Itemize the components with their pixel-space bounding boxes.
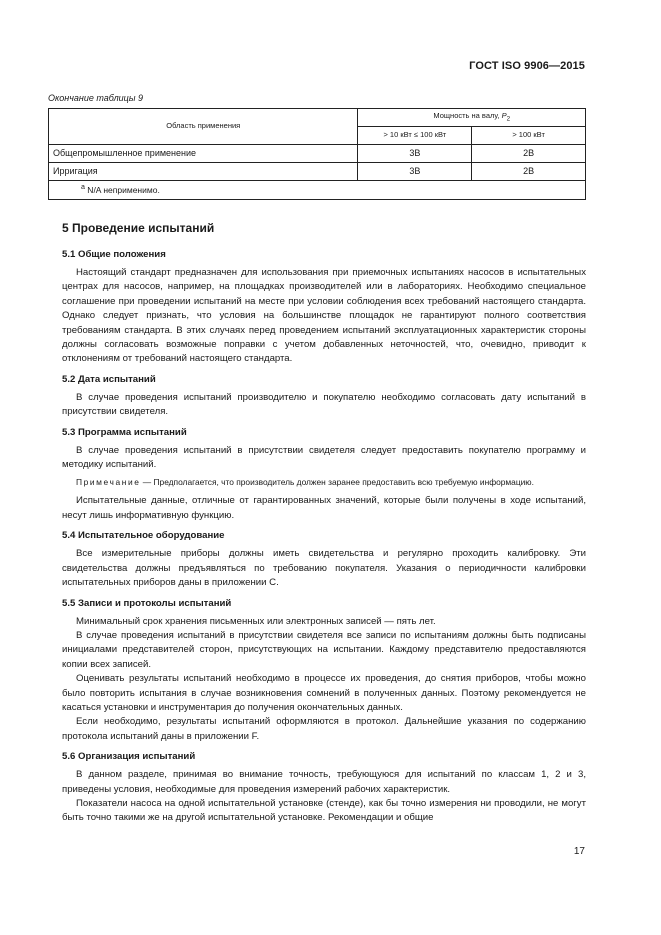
paragraph: Если необходимо, результаты испытаний оформляются в протокол. Дальнейшие указания по содержанию протокола испытаний даны в приложении F.	[62, 716, 586, 742]
table-row	[49, 163, 586, 181]
paragraph: Испытательные данные, отличные от гарантированных значений, которые были получены в ходе испытаний, несут лишь информативную функцию.	[62, 495, 586, 521]
row-area: Общепромышленное применение	[49, 145, 358, 163]
row-low-grade: 3B	[358, 163, 472, 181]
subsection-title: 5.4 Испытательное оборудование	[62, 530, 225, 542]
subsection-title: 5.2 Дата испытаний	[62, 373, 156, 385]
note: Примечание — Предполагается, что производитель должен заранее предоставить всю требуемую информацию.	[76, 477, 534, 488]
subsection-title: 5.3 Программа испытаний	[62, 426, 187, 438]
paragraph: Минимальный срок хранения письменных или электронных записей — пять лет.	[76, 615, 436, 627]
paragraph: В случае проведения испытаний производителю и покупателю необходимо согласовать дату испытаний в присутствии свидетеля.	[62, 391, 586, 418]
paragraph: Оценивать результаты испытаний необходимо в процессе их проведения, до снятия приборов, чтобы можно было повторить испытания в случае возникновения сомнений в полученных данных. Поэтому рекомендуется не касаться установки и инструментария до получения окончательных данных.	[62, 673, 586, 713]
subsection-title: 5.6 Организация испытаний	[62, 751, 196, 763]
row-high-grade: 2B	[472, 145, 586, 163]
paragraph: Все измерительные приборы должны иметь свидетельства и регулярно проходить калибровку. Эти свидетельства должны предъявляться по требованию покупателя. Указания о периодичности калибровки испытательных приборов даны в приложении C.	[62, 548, 586, 589]
row-high-grade: 2B	[472, 163, 586, 181]
paragraph: В случае проведения испытаний в присутствии свидетеля все записи по испытаниям должны быть подписаны инициалами представителей сторон, присутствующих на испытании. Каждому представителю предоставляются копии всех записей.	[62, 629, 586, 670]
row-area: Ирригация	[49, 163, 358, 181]
column-header-area: Область применения	[49, 109, 358, 145]
column-header-power: Мощность на валу, $P_2$	[358, 109, 586, 127]
subsection-title: 5.5 Записи и протоколы испытаний	[62, 597, 232, 609]
paragraph: В случае проведения испытаний в присутствии свидетеля следует предоставить покупателю программу и методику испытаний.	[62, 444, 586, 471]
table-footnote: $^a$ N/A неприменимо.	[49, 181, 586, 200]
table-caption: Окончание таблицы 9	[48, 93, 143, 103]
main-content	[62, 220, 586, 826]
paragraph: Настоящий стандарт предназначен для использования при приемочных испытаниях насосов в испытательных центрах для насосов, например, на площадках производителей или в лабораториях. Необходимо специальное соглашение при проведении испытаний на месте при условии соблюдения всех требований настоящего стандарта. Однако следует признать, что условия на большинстве площадок не гарантируют полного соответствия требованиям стандарта. В этих случаях перед проведением испытаний эксплуатационных характеристик стороны должны согласовать возможные поправки с учетом добавленных неточностей, что, очевидно, приводит к отклонениям от требований настоящего стандарта.	[62, 267, 586, 365]
table-9	[48, 108, 586, 200]
page-number: 17	[573, 846, 585, 857]
subheader-high-power: > 100 кВт	[472, 127, 586, 145]
document-header: ГОСТ ISO 9906—2015	[469, 60, 585, 72]
section-title: 5 Проведение испытаний	[62, 221, 215, 235]
subsection-title: 5.1 Общие положения	[62, 249, 166, 260]
subheader-low-power: > 10 кВт ≤ 100 кВт	[358, 127, 472, 145]
table-row	[49, 145, 586, 163]
paragraph: Показатели насоса на одной испытательной установке (стенде), как бы точно измерения ни проводили, не могут быть точно такими же на другой испытательной установке. Рекомендации и общие	[62, 797, 586, 824]
row-low-grade: 3B	[358, 145, 472, 163]
paragraph: В данном разделе, принимая во внимание точность, требующуюся для испытаний по классам 1, 2 и 3, приведены условия, необходимые для проведения измерений рабочих характеристик.	[62, 769, 586, 795]
